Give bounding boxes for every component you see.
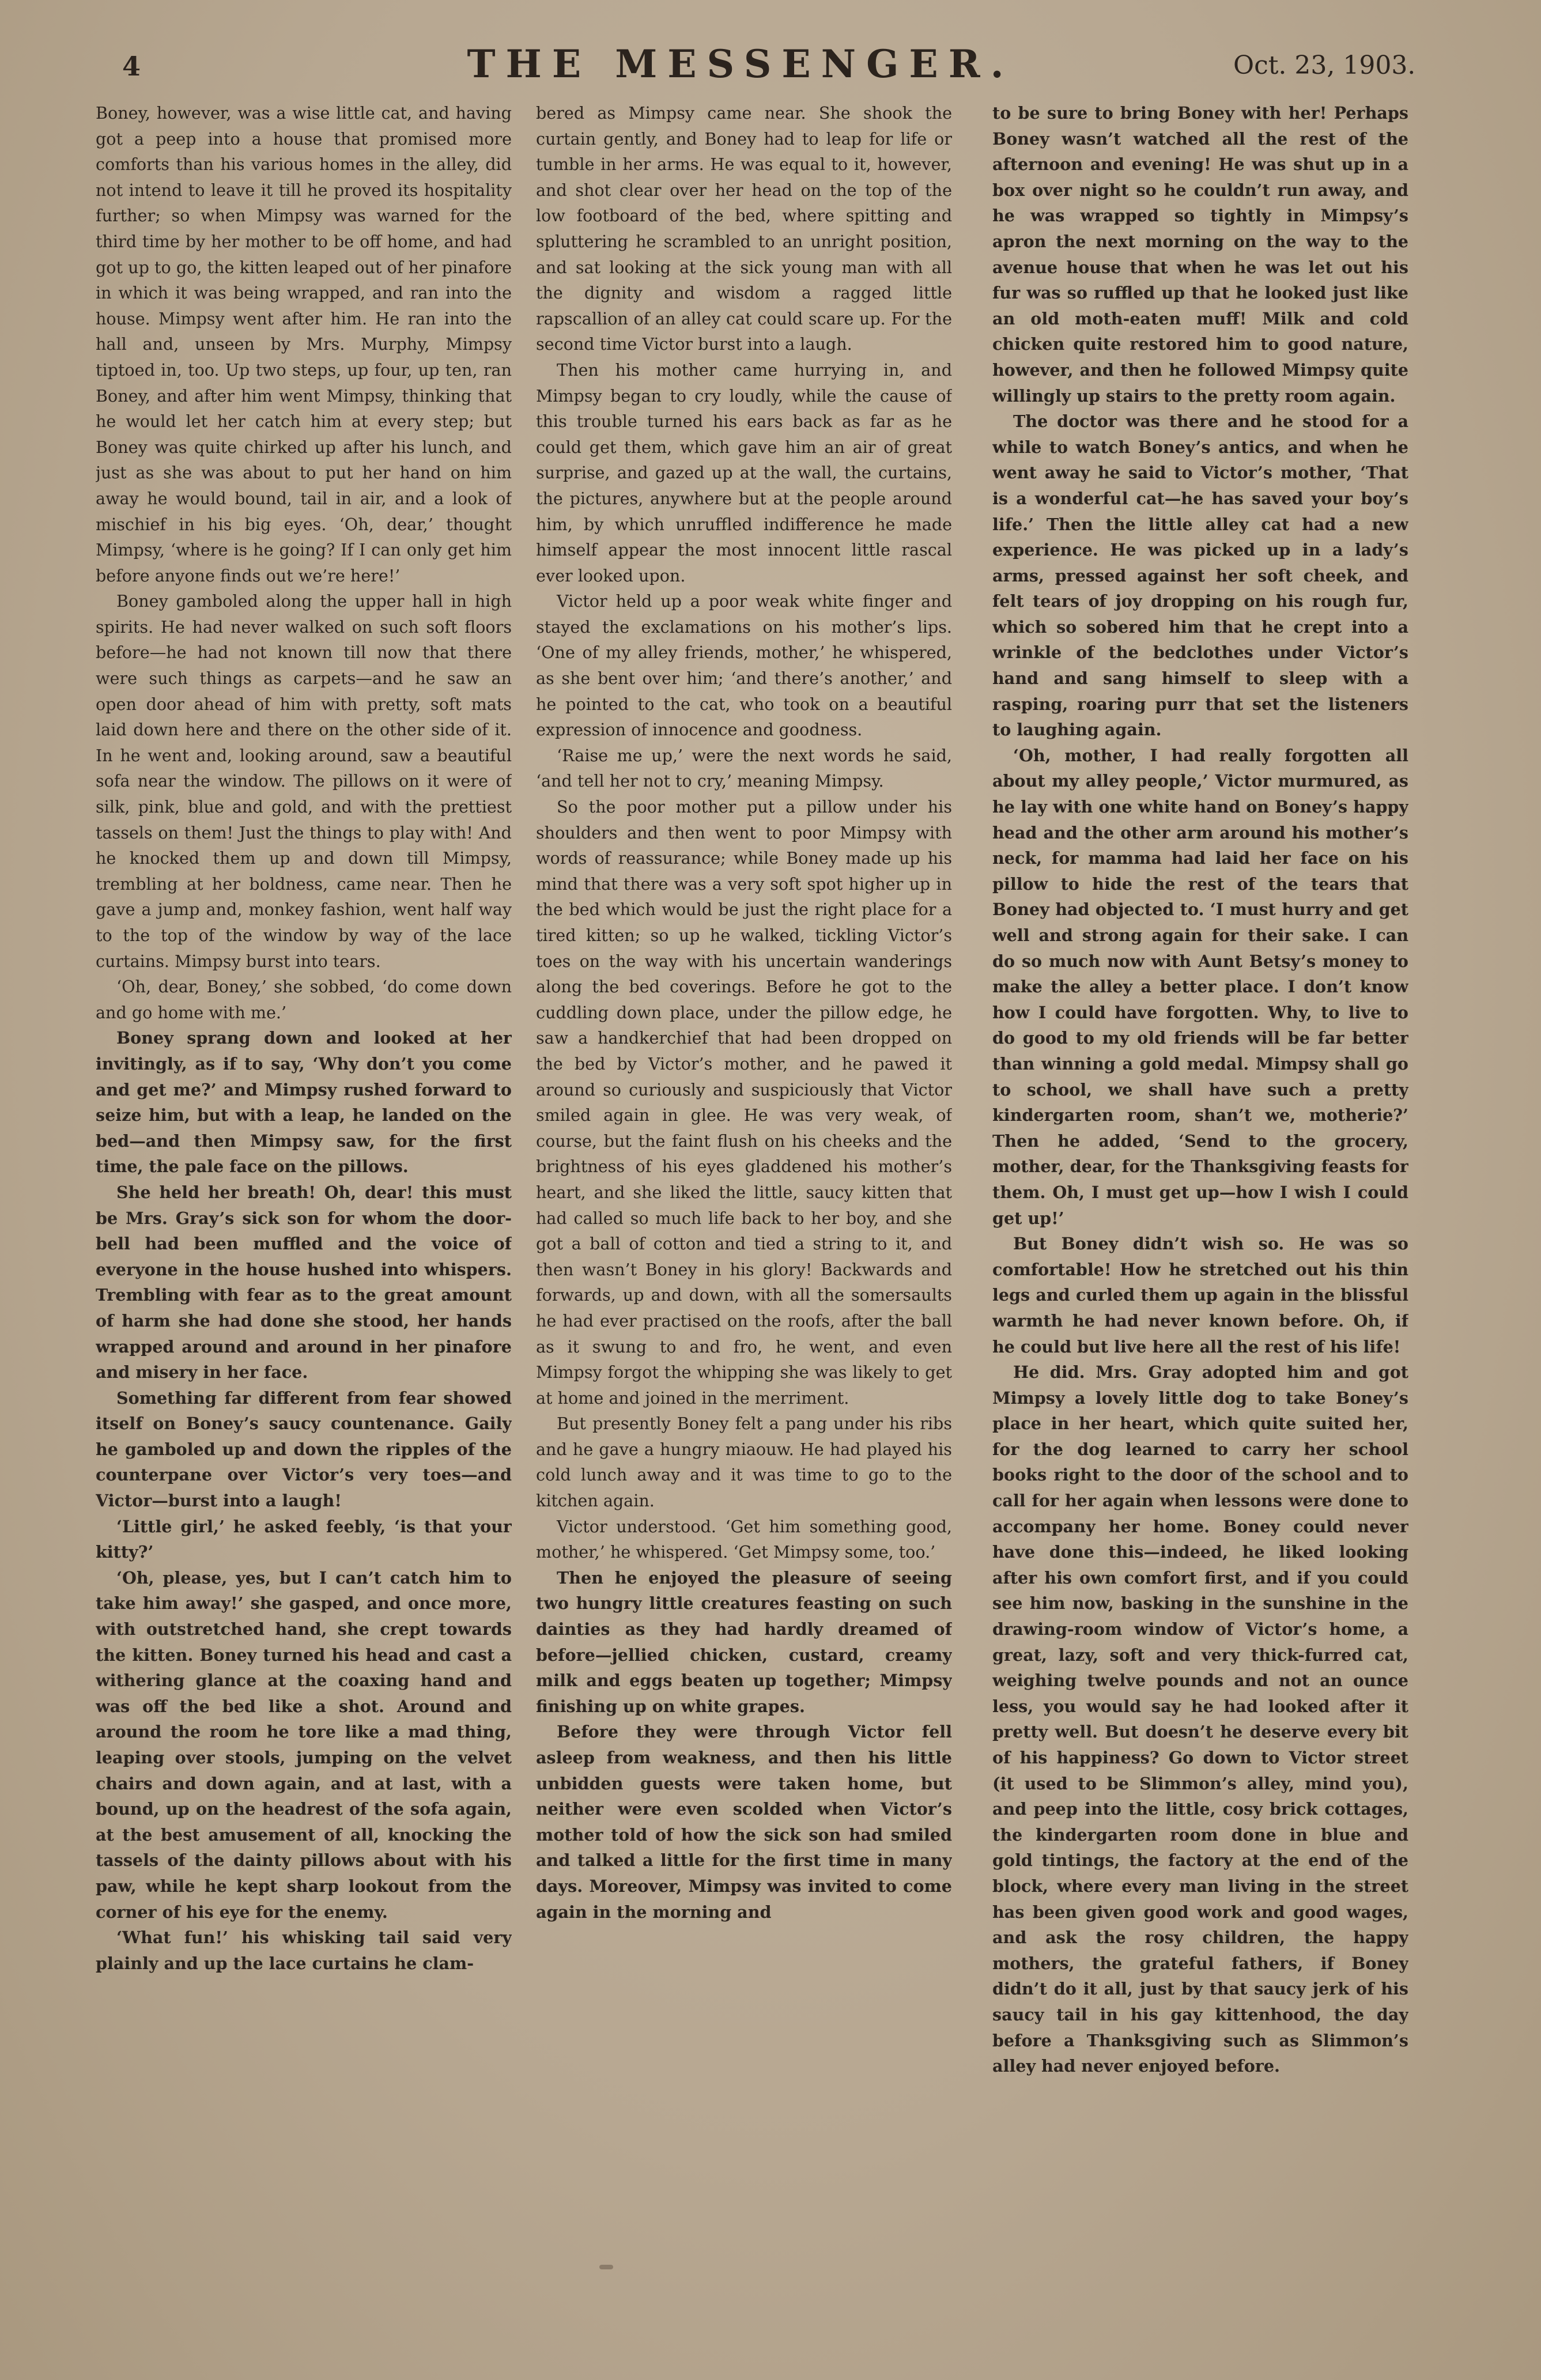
masthead-title: THE MESSENGER. <box>467 41 1014 86</box>
paragraph: But Boney didn’t wish so. He was so comfortable! How he stretched out his thin legs and curled them up again in the blissful warmth he had never known before. Oh, if he could but live here all the rest of his life! <box>992 1234 1408 1357</box>
paragraph: ‘Oh, mother, I had really forgotten all about my alley people,’ Victor murmured, as he lay with one white hand on Boney’s happy head and the other arm around his mother’s neck, for mamma had laid her face on his pillow to hide the rest of the tears that Boney had objected to. ‘I must hurry and get well and strong again for their sake. I can do so much now with Aunt Betsy’s money to make the alley a better place. I don’t know how I could have forgotten. Why, to live to do good to my old friends will be far better than winning a gold medal. Mimpsy shall go to school, we shall have such a pretty kindergarten room, shan’t we, motherie?’ Then he added, ‘Send to the grocery, mother, dear, for the Thanksgiving feasts for them. Oh, I must get up—how I wish I could get up!’ <box>992 745 1408 1228</box>
paragraph: Boney gamboled along the upper hall in high spirits. He had never walked on such soft floors before—he had not known till now that there were such things as carpets—and he saw an open door ahead of him with pretty, soft mats laid down here and there on the other side of it. In he went and, looking around, saw a beautiful sofa near the window. The pillows on it were of silk, pink, blue and gold, and with the prettiest tassels on them! Just the things to play with! And he knocked them up and down till Mimpsy, trembling at her boldness, came near. Then he gave a jump and, monkey fashion, went half way to the top of the window by way of the lace curtains. Mimpsy burst into tears. <box>96 591 512 971</box>
paragraph: But presently Boney felt a pang under his ribs and he gave a hungry miaouw. He had played his cold lunch away and it was time to go to the kitchen again. <box>536 1414 952 1511</box>
paragraph: Victor held up a poor weak white finger and stayed the exclamations on his mother’s lips. ‘One of my alley friends, mother,’ he whispered, as she bent over him; ‘and there’s another,’ and he pointed to the cat, who took on a beautiful expression of innocence and goodness. <box>536 591 952 740</box>
text-column-2 <box>536 100 952 2186</box>
paragraph: Before they were through Victor fell asleep from weakness, and then his little unbidden guests were taken home, but neither were even scolded when Victor’s mother told of how the sick son had smiled and talked a little for the first time in many days. Moreover, Mimpsy was invited to come again in the morning and <box>536 1722 952 1922</box>
paragraph: He did. Mrs. Gray adopted him and got Mimpsy a lovely little dog to take Boney’s place in her heart, which quite suited her, for the dog learned to carry her school books right to the door of the school and to call for her again when lessons were done to accompany her home. Boney could never have done this—indeed, he liked looking after his own comfort first, and if you could see him now, basking in the sunshine in the drawing-room window of Victor’s home, a great, lazy, soft and very thick-furred cat, weighing twelve pounds and not an ounce less, you would say he had looked after it pretty well. But doesn’t he deserve every bit of his happiness? Go down to Victor street (it used to be Slimmon’s alley, mind you), and peep into the little, cosy brick cottages, the kindergarten room done in blue and gold tintings, the factory at the end of the block, where every man living in the street has been given good work and good wages, and ask the rosy children, the happy mothers, the grateful fathers, if Boney didn’t do it all, just by that saucy jerk of his saucy tail in his gay kittenhood, the day before a Thanksgiving such as Slimmon’s alley had never enjoyed before. <box>992 1362 1408 2076</box>
paragraph: ‘Oh, dear, Boney,’ she sobbed, ‘do come down and go home with me.’ <box>96 977 512 1022</box>
paragraph: Victor understood. ‘Get him something good, mother,’ he whispered. ‘Get Mimpsy some, too.’ <box>536 1516 952 1562</box>
text-column-3 <box>992 100 1408 2186</box>
paragraph: ‘Raise me up,’ were the next words he said, ‘and tell her not to cry,’ meaning Mimpsy. <box>536 745 952 791</box>
paragraph: Something far different from fear showed itself on Boney’s saucy countenance. Gaily he gamboled up and down the ripples of the counterpane over Victor’s very toes—and Victor—burst into a laugh! <box>96 1388 512 1511</box>
paragraph: bered as Mimpsy came near. She shook the curtain gently, and Boney had to leap for life or tumble in her arms. He was equal to it, however, and shot clear over her head on the top of the low footboard of the bed, where spitting and spluttering he scrambled to an unright position, and sat looking at the sick young man with all the dignity and wisdom a ragged little rapscallion of an alley cat could scare up. For the second time Victor burst into a laugh. <box>536 103 952 354</box>
page-number: 4 <box>122 51 141 82</box>
issue-date: Oct. 23, 1903. <box>1233 51 1416 80</box>
paragraph: She held her breath! Oh, dear! this must be Mrs. Gray’s sick son for whom the door-bell had been muffled and the voice of everyone in the house hushed into whispers. Trembling with fear as to the great amount of harm she had done she stood, her hands wrapped around and around in her pinafore and misery in her face. <box>96 1182 512 1382</box>
paragraph: ‘What fun!’ his whisking tail said very plainly and up the lace curtains he clam- <box>96 1928 512 1973</box>
text-column-1 <box>96 100 512 2186</box>
paragraph: Boney, however, was a wise little cat, and having got a peep into a house that promised more comforts than his various homes in the alley, did not intend to leave it till he proved its hospitality further; so when Mimpsy was warned for the third time by her mother to be off home, and had got up to go, the kitten leaped out of her pinafore in which it was being wrapped, and ran into the house. Mimpsy went after him. He ran into the hall and, unseen by Mrs. Murphy, Mimpsy tiptoed in, too. Up two steps, up four, up ten, ran Boney, and after him went Mimpsy, thinking that he would let her catch him at every step; but Boney was quite chirked up after his lunch, and just as she was about to put her hand on him away he would bound, tail in air, and a look of mischief in his big eyes. ‘Oh, dear,’ thought Mimpsy, ‘where is he going? If I can only get him before anyone finds out we’re here!’ <box>96 103 512 585</box>
paragraph: ‘Oh, please, yes, but I can’t catch him to take him away!’ she gasped, and once more, with outstretched hand, she crept towards the kitten. Boney turned his head and cast a withering glance at the coaxing hand and was off the bed like a shot. Around and around the room he tore like a mad thing, leaping over stools, jumping on the velvet chairs and down again, and at last, with a bound, up on the headrest of the sofa again, at the best amusement of all, knocking the tassels of the dainty pillows about with his paw, while he kept sharp lookout from the corner of his eye for the enemy. <box>96 1567 512 1922</box>
paragraph: The doctor was there and he stood for a while to watch Boney’s antics, and when he went away he said to Victor’s mother, ‘That is a wonderful cat—he has saved your boy’s life.’ Then the little alley cat had a new experience. He was picked up in a lady’s arms, pressed against her soft cheek, and felt tears of joy dropping on his rough fur, which so sobered him that he crept into a wrinkle of the bedclothes under Victor’s hand and sang himself to sleep with a rasping, roaring purr that set the listeners to laughing again. <box>992 411 1408 740</box>
paragraph: Boney sprang down and looked at her invitingly, as if to say, ‘Why don’t you come and get me?’ and Mimpsy rushed forward to seize him, but with a leap, he landed on the bed—and then Mimpsy saw, for the first time, the pale face on the pillows. <box>96 1028 512 1177</box>
ink-smudge <box>599 2265 613 2269</box>
paragraph: to be sure to bring Boney with her! Perhaps Boney wasn’t watched all the rest of the afternoon and evening! He was shut up in a box over night so he couldn’t run away, and he was wrapped so tightly in Mimpsy’s apron the next morning on the way to the avenue house that when he was let out his fur was so ruffled up that he looked just like an old moth-eaten muff! Milk and cold chicken quite restored him to good nature, however, and then he followed Mimpsy quite willingly up stairs to the pretty room again. <box>992 103 1408 406</box>
paragraph: So the poor mother put a pillow under his shoulders and then went to poor Mimpsy with words of reassurance; while Boney made up his mind that there was a very soft spot higher up in the bed which would be just the right place for a tired kitten; so up he walked, tickling Victor’s toes on the way with his uncertain wanderings along the bed coverings. Before he got to the cuddling down place, under the pillow edge, he saw a handkerchief that had been dropped on the bed by Victor’s mother, and he pawed it around so curiously and suspiciously that Victor smiled again in glee. He was very weak, of course, but the faint flush on his cheeks and the brightness of his eyes gladdened his mother’s heart, and she liked the little, saucy kitten that had called so much life back to her boy, and she got a ball of cotton and tied a string to it, and then wasn’t Boney in his glory! Backwards and forwards, up and down, with all the somersaults he had ever practised on the roofs, after the ball as it swung to and fro, he went, and even Mimpsy forgot the whipping she was likely to get at home and joined in the merriment. <box>536 797 952 1408</box>
paragraph: Then he enjoyed the pleasure of seeing two hungry little creatures feasting on such dainties as they had hardly dreamed of before—jellied chicken, custard, creamy milk and eggs beaten up together; Mimpsy finishing up on white grapes. <box>536 1567 952 1716</box>
paragraph: Then his mother came hurrying in, and Mimpsy began to cry loudly, while the cause of this trouble turned his ears back as far as he could get them, which gave him an air of great surprise, and gazed up at the wall, the curtains, the pictures, anywhere but at the people around him, by which unruffled indifference he made himself appear the most innocent little rascal ever looked upon. <box>536 360 952 585</box>
paragraph: ‘Little girl,’ he asked feebly, ‘is that your kitty?’ <box>96 1516 512 1562</box>
